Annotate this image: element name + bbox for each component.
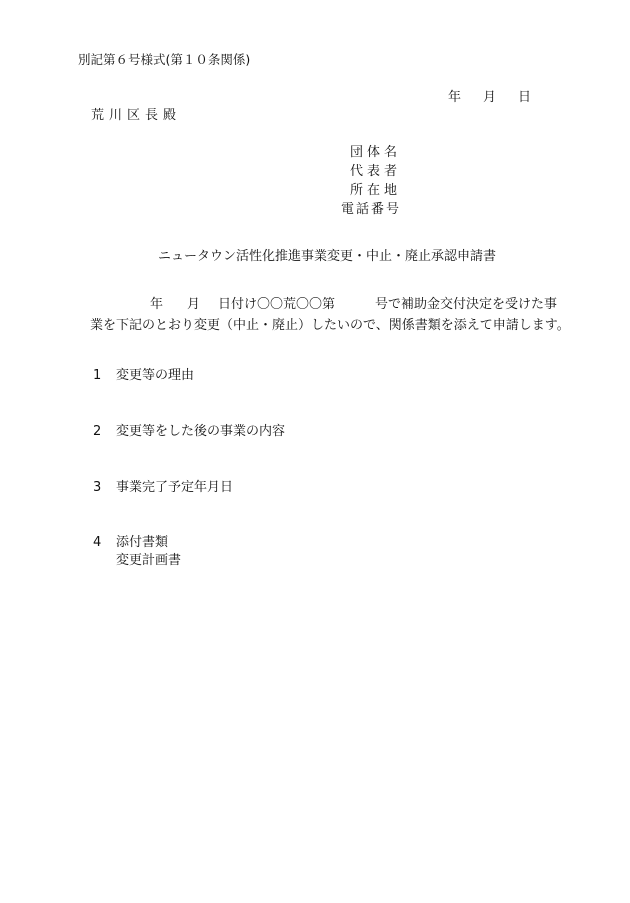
item-4-sub: 変更計画書: [116, 553, 182, 568]
date-year: 年: [448, 90, 462, 105]
body-dated: 日付け〇〇荒〇〇第: [218, 297, 336, 312]
body-line-1: [150, 298, 557, 311]
body-year: 年: [150, 297, 164, 312]
addressee: 荒川区長殿: [91, 108, 182, 123]
item-2-number: 2: [93, 424, 102, 439]
document-title: ニュータウン活性化推進事業変更・中止・廃止承認申請書: [158, 249, 497, 264]
address-label: 所在地: [349, 183, 401, 198]
item-3-number: 3: [93, 480, 102, 495]
item-4-label: 添付書類: [116, 535, 169, 550]
date-line: [448, 91, 531, 104]
body-line-2: 業を下記のとおり変更（中止・廃止）したいので、関係書類を添えて申請します。: [90, 318, 570, 333]
item-2-label: 変更等をした後の事業の内容: [116, 424, 286, 439]
body-number-suffix: 号で補助金交付決定を受けた事: [375, 297, 558, 312]
item-4-number: 4: [93, 535, 102, 550]
phone-label: 電話番号: [340, 202, 401, 217]
group-name-label: 団体名: [349, 145, 401, 160]
body-month: 月: [187, 297, 201, 312]
date-month: 月: [483, 90, 497, 105]
date-day: 日: [518, 90, 532, 105]
applicant-block: [328, 146, 401, 222]
form-id: 別記第６号様式(第１０条関係): [78, 52, 251, 67]
item-1-label: 変更等の理由: [116, 368, 195, 383]
item-1-number: 1: [93, 368, 102, 383]
item-3-label: 事業完了予定年月日: [116, 480, 234, 495]
representative-label: 代表者: [349, 164, 401, 179]
